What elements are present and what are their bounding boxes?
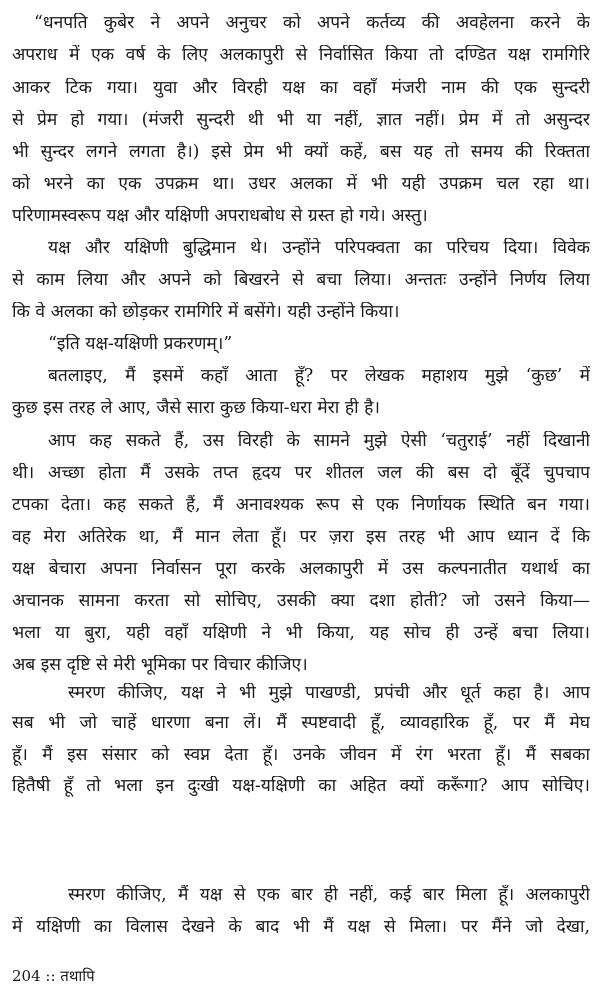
text-line: से काम लिया और अपने को बिखरने से बचा लिया। अन्ततः उन्होंने निर्णय लिया bbox=[12, 270, 590, 290]
text-line: परिणामस्वरूप यक्ष और यक्षिणी अपराधबोध से ग्रस्त हो गये। अस्तु। bbox=[12, 206, 428, 226]
text-line: “धनपति कुबेर ने अपने अनुचर को अपने कर्तव्य की अवहेलना करने के bbox=[34, 13, 590, 33]
text-line: यक्ष और यक्षिणी बुद्धिमान थे। उन्होंने परिपक्वता का परिचय दिया। विवेक bbox=[48, 238, 590, 258]
text-line: भी सुन्दर लगने लगता है।) इसे प्रेम भी क्यों कहें, बस यह तो समय की रिक्तता bbox=[12, 142, 590, 162]
text-line: में यक्षिणी का विलास देखने के बाद भी मैं यक्ष से मिला। पर मैंने जो देखा, bbox=[12, 917, 590, 937]
text-line: हूँ। मैं इस संसार को स्वप्न देता हूँ। उनके जीवन में रंग भरता हूँ। मैं सबका bbox=[12, 745, 590, 765]
text-line: आप कह सकते हैं, उस विरही के सामने मुझे ऐसी ‘चतुराई’ नहीं दिखानी bbox=[48, 431, 590, 451]
text-line: “इति यक्ष-यक्षिणी प्रकरणम्।” bbox=[48, 334, 233, 354]
text-line: कुछ इस तरह ले आए, जैसे सारा कुछ किया-धरा मेरा ही है। bbox=[12, 398, 380, 418]
text-line: यक्ष बेचारा अपना निर्वासन पूरा करके अलकापुरी में उस कल्पनातीत यथार्थ का bbox=[12, 559, 590, 579]
text-line: कि वे अलका को छोड़कर रामगिरि में बसेंगे। यही उन्होंने किया। bbox=[12, 302, 400, 322]
text-line: हितैषी हूँ तो भला इन दुःखी यक्ष-यक्षिणी का अहित क्यों करूँगा? आप सोचिए। bbox=[12, 776, 590, 796]
text-line: स्मरण कीजिए, मैं यक्ष से एक बार ही नहीं, कई बार मिला हूँ। अलकापुरी bbox=[68, 885, 590, 905]
text-line: आकर टिक गया। युवा और विरही यक्ष का वहाँ मंजरी नाम की एक सुन्दरी bbox=[12, 78, 590, 98]
text-line: थी। अच्छा होता मैं उसके तप्त हृदय पर शीतल जल की बस दो बूँदें चुपचाप bbox=[12, 463, 590, 483]
text-line: अचानक सामना करता सो सोचिए, उसकी क्या दशा होती? जो उसने किया— bbox=[12, 591, 590, 611]
text-line: टपका देता। कह सकते हैं, मैं अनावश्यक रूप से एक निर्णायक स्थिति बन गया। bbox=[12, 495, 590, 515]
text-line: स्मरण कीजिए, यक्ष ने भी मुझे पाखण्डी, प्रपंची और धूर्त कहा है। आप bbox=[68, 683, 590, 703]
text-line: से प्रेम हो गया। (मंजरी सुन्दरी थी भी या नहीं, ज्ञात नहीं। प्रेम में तो असुन्दर bbox=[12, 110, 590, 130]
text-line: अपराध में एक वर्ष के लिए अलकापुरी से निर्वासित किया तो दण्डित यक्ष रामगिरि bbox=[12, 45, 590, 65]
text-line: वह मेरा अतिरेक था, मैं मान लेता हूँ। पर ज़रा इस तरह भी आप ध्यान दें कि bbox=[12, 527, 590, 547]
text-line: सब भी जो चाहें धारणा बना लें। मैं स्पष्टवादी हूँ, व्यावहारिक हूँ, पर मैं मेघ bbox=[12, 713, 590, 733]
text-line: को भरने का एक उपक्रम था। उधर अलका में भी यही उपक्रम चल रहा था। bbox=[12, 174, 590, 194]
text-line: बतलाइए, मैं इसमें कहाँ आता हूँ? पर लेखक महाशय मुझे ‘कुछ’ में bbox=[48, 366, 590, 386]
page-footer: 204 :: तथापि bbox=[12, 967, 95, 985]
text-line: अब इस दृष्टि से मेरी भूमिका पर विचार कीजिए। bbox=[12, 655, 308, 675]
text-line: भला या बुरा, यही वहाँ यक्षिणी ने भी किया, यह सोच ही उन्हें बचा लिया। bbox=[12, 623, 590, 643]
